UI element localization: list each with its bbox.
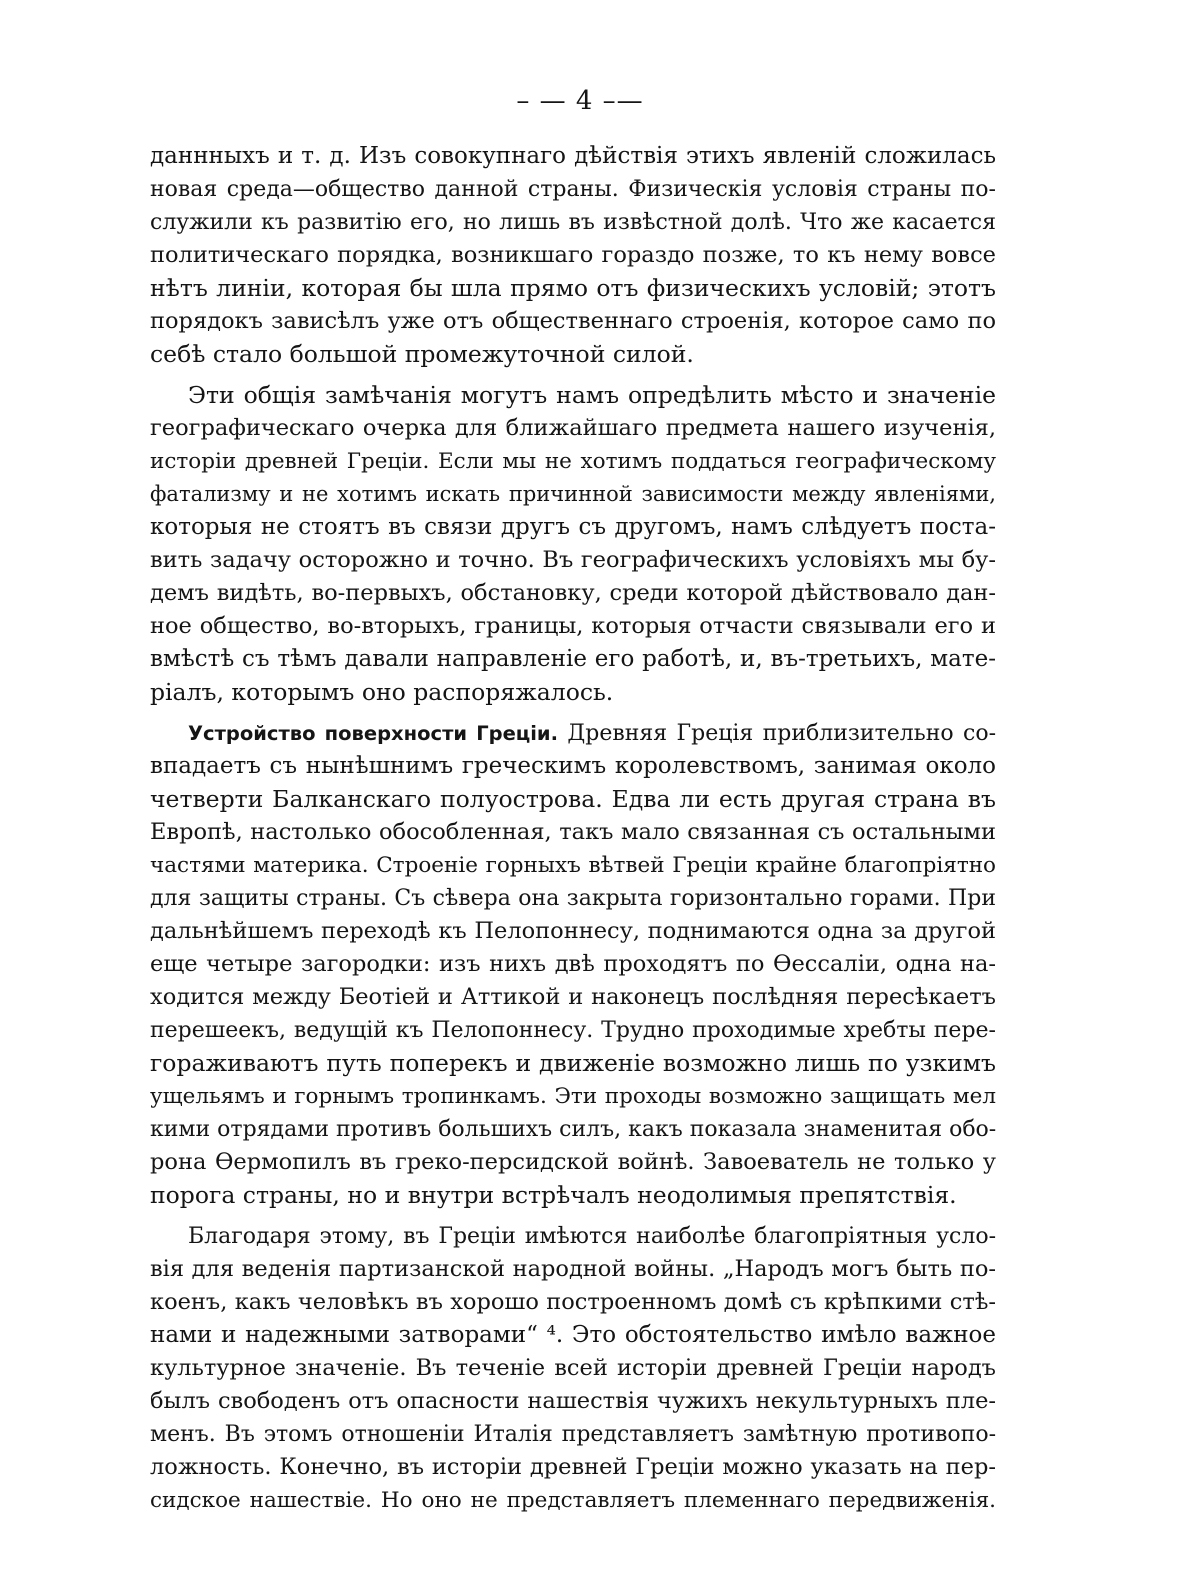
text-line: Благодаря этому, въ Греціи имѣются наиболѣе благопріятныя усло-	[188, 1224, 996, 1249]
text-line: рона Ѳермопилъ въ греко-персидской войнѣ. Завоеватель не только у	[150, 1149, 996, 1175]
text-line: фатализму и не хотимъ искать причинной зависимости между явленіями,	[150, 482, 996, 506]
text-line: Эти общія замѣчанія могутъ намъ опредѣлить мѣсто и значеніе	[188, 381, 996, 409]
text-line: порога страны, но и внутри встрѣчалъ неодолимыя препятствія.	[150, 1181, 957, 1209]
section-heading: Устройство поверхности Греціи.	[188, 722, 559, 745]
text-line: вить задачу осторожно и точно. Въ географическихъ условіяхъ мы бу-	[150, 547, 996, 573]
text-line: себѣ стало большой промежуточной силой.	[150, 340, 694, 368]
paragraph	[150, 379, 996, 709]
text-line: для защиты страны. Съ сѣвера она закрыта горизонтально горами. При	[150, 886, 996, 911]
text-run: Древняя Грецiя приблизительно со-	[567, 721, 997, 746]
text-line: ходится между Беотіей и Аттикой и наконецъ послѣдняя пересѣкаетъ	[150, 984, 996, 1010]
text-line: еще четыре загородки: изъ нихъ двѣ проходятъ по Ѳессаліи, одна на-	[150, 951, 996, 977]
body-text	[150, 140, 996, 1517]
text-line: географическаго очерка для ближайшаго предмета нашего изученія,	[150, 415, 996, 441]
text-line: новая среда—общество данной страны. Физическія условія страны по-	[150, 177, 996, 202]
paragraph	[150, 140, 996, 371]
text-line: ріалъ, которымъ оно распоряжалось.	[150, 678, 614, 706]
text-line: кими отрядами противъ большихъ силъ, какъ показала знаменитая обо-	[150, 1117, 997, 1142]
text-line: ущельямъ и горнымъ тропинкамъ. Эти проходы возможно защищать мел	[150, 1084, 996, 1109]
text-line: служили къ развитію его, но лишь въ извѣстной долѣ. Что же касается	[150, 210, 996, 235]
text-line: Европѣ, настолько обособленная, такъ мало связанная съ остальными	[150, 819, 996, 845]
text-line	[150, 717, 996, 750]
text-line: частями материка. Строеніе горныхъ вѣтвей Греціи крайне благопріятно	[150, 853, 996, 878]
text-line: которыя не стоятъ въ связи другъ съ другомъ, намъ слѣдуетъ поста-	[150, 514, 996, 540]
text-line: нѣтъ линіи, которая бы шла прямо отъ физическихъ условій; этотъ	[150, 274, 996, 302]
text-line: нами и надежными затворами“ ⁴. Это обстоятельство имѣло важное	[150, 1322, 996, 1348]
text-line: дальнѣйшемъ переходѣ къ Пелопоннесу, поднимаются одна за другой	[150, 918, 996, 944]
text-line: вія для веденія партизанской народной войны. „Народъ могъ быть по-	[150, 1256, 996, 1282]
text-line: порядокъ зависѣлъ уже отъ общественнаго строенія, которое само по	[150, 308, 996, 334]
text-line: перешеекъ, ведущій къ Пелопоннесу. Трудно проходимые хребты пере-	[150, 1018, 996, 1043]
text-line: исторіи древней Греціи. Если мы не хотимъ поддаться географическому	[150, 449, 996, 474]
text-line: коенъ, какъ человѣкъ въ хорошо построенномъ домѣ съ крѣпкими стѣ-	[150, 1289, 996, 1315]
text-line: ное общество, во-вторыхъ, границы, которыя отчасти связывали его и	[150, 613, 996, 639]
text-line: политическаго порядка, возникшаго гораздо позже, то къ нему вовсе	[150, 242, 996, 268]
text-line: культурное значеніе. Въ теченіе всей исторіи древней Греціи народъ	[150, 1355, 996, 1381]
text-line: четверти Балканскаго полуострова. Едва ли есть другая страна въ	[150, 785, 996, 813]
text-line: ложность. Конечно, въ исторіи древней Греціи можно указать на пер-	[150, 1454, 996, 1480]
page-number: – — 4 –—	[516, 86, 644, 116]
paragraph	[150, 717, 996, 1212]
text-line: сидское нашествіе. Но оно не представляетъ племеннаго передвиженія.	[150, 1488, 996, 1513]
text-line: даннныхъ и т. д. Изъ совокупнаго дѣйствія этихъ явленій сложилась	[150, 143, 996, 169]
text-line: демъ видѣть, во-первыхъ, обстановку, среди которой дѣйствовало дан-	[150, 580, 996, 606]
text-line: впадаетъ съ нынѣшнимъ греческимъ королевствомъ, занимая около	[150, 753, 996, 779]
text-line: вмѣстѣ съ тѣмъ давали направленіе его работѣ, и, въ-третьихъ, мате-	[150, 646, 996, 672]
text-line: гораживаютъ путь поперекъ и движеніе возможно лишь по узкимъ	[150, 1049, 996, 1077]
text-line: менъ. Въ этомъ отношеніи Италія представляетъ замѣтную противопо-	[150, 1422, 996, 1447]
text-line: былъ свободенъ отъ опасности нашествія чужихъ некультурныхъ пле-	[150, 1388, 996, 1414]
paragraph	[150, 1220, 996, 1517]
